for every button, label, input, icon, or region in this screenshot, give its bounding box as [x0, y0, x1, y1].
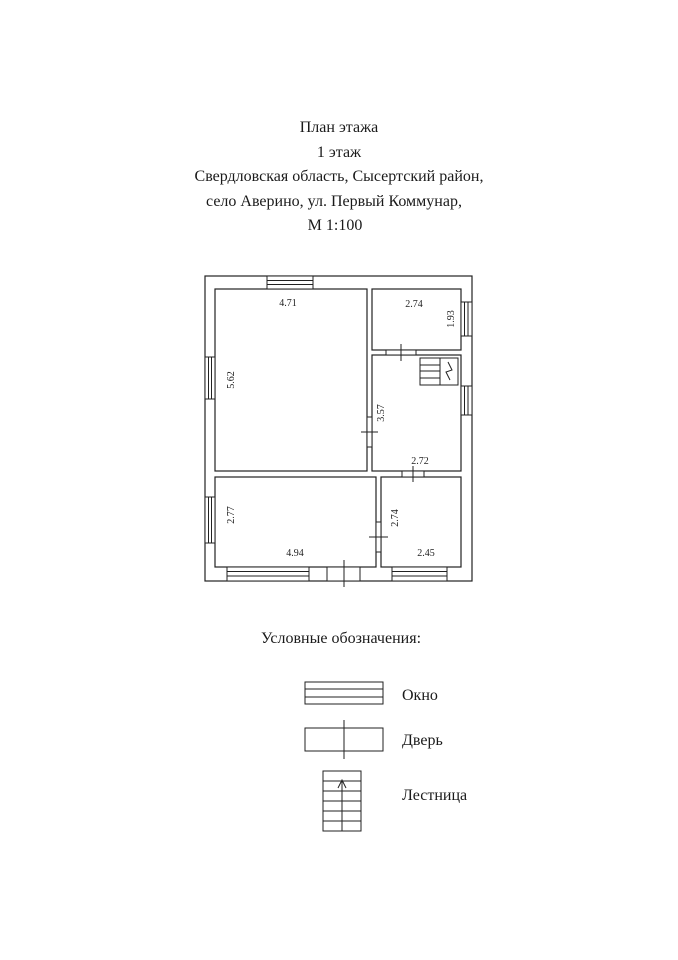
dim-room4-width: 4.94	[286, 548, 304, 559]
dim-room5-width: 2.45	[417, 548, 435, 559]
legend-title: Условные обозначения:	[260, 630, 422, 647]
floor-label: 1 этаж	[316, 143, 362, 161]
address-line-1: Свердловская область, Сысертский район,	[194, 168, 484, 185]
window-left-lower	[205, 497, 215, 543]
dim-room1-width: 4.71	[279, 298, 297, 309]
dim-room5-height: 2.74	[390, 509, 401, 527]
legend-door-symbol	[305, 720, 383, 759]
window-bottom-left	[227, 567, 309, 581]
window-bottom-right	[392, 567, 447, 581]
legend-window-symbol	[305, 682, 383, 704]
legend-stairs-symbol	[323, 771, 361, 831]
door-small-room	[386, 344, 416, 361]
stairs-plan	[420, 358, 458, 385]
plan-title: План этажа	[299, 119, 379, 136]
door-entrance	[327, 560, 360, 587]
outer-wall	[205, 276, 472, 581]
dim-room2-width: 2.74	[405, 299, 423, 310]
window-right-middle	[461, 386, 472, 415]
door-hall-bath	[402, 466, 424, 482]
dim-room4-height: 2.77	[226, 506, 237, 524]
dim-room2-height: 1.93	[446, 310, 457, 328]
scale-label: М 1:100	[307, 217, 363, 234]
dim-room3-height: 3.57	[376, 404, 387, 422]
windows	[205, 276, 472, 581]
legend-stairs-label: Лестница	[402, 787, 468, 804]
window-left-upper	[205, 357, 215, 399]
dim-room1-height: 5.62	[226, 371, 237, 389]
address-line-2: село Аверино, ул. Первый Коммунар,	[206, 192, 462, 210]
doors	[327, 344, 424, 587]
window-top	[267, 276, 313, 289]
legend-door-label: Дверь	[402, 732, 443, 749]
dim-room3-width: 2.72	[411, 456, 429, 467]
door-kitchen-bath	[369, 522, 388, 552]
window-right-upper	[461, 302, 472, 336]
room-living	[215, 289, 367, 471]
legend-window-label: Окно	[402, 687, 438, 704]
